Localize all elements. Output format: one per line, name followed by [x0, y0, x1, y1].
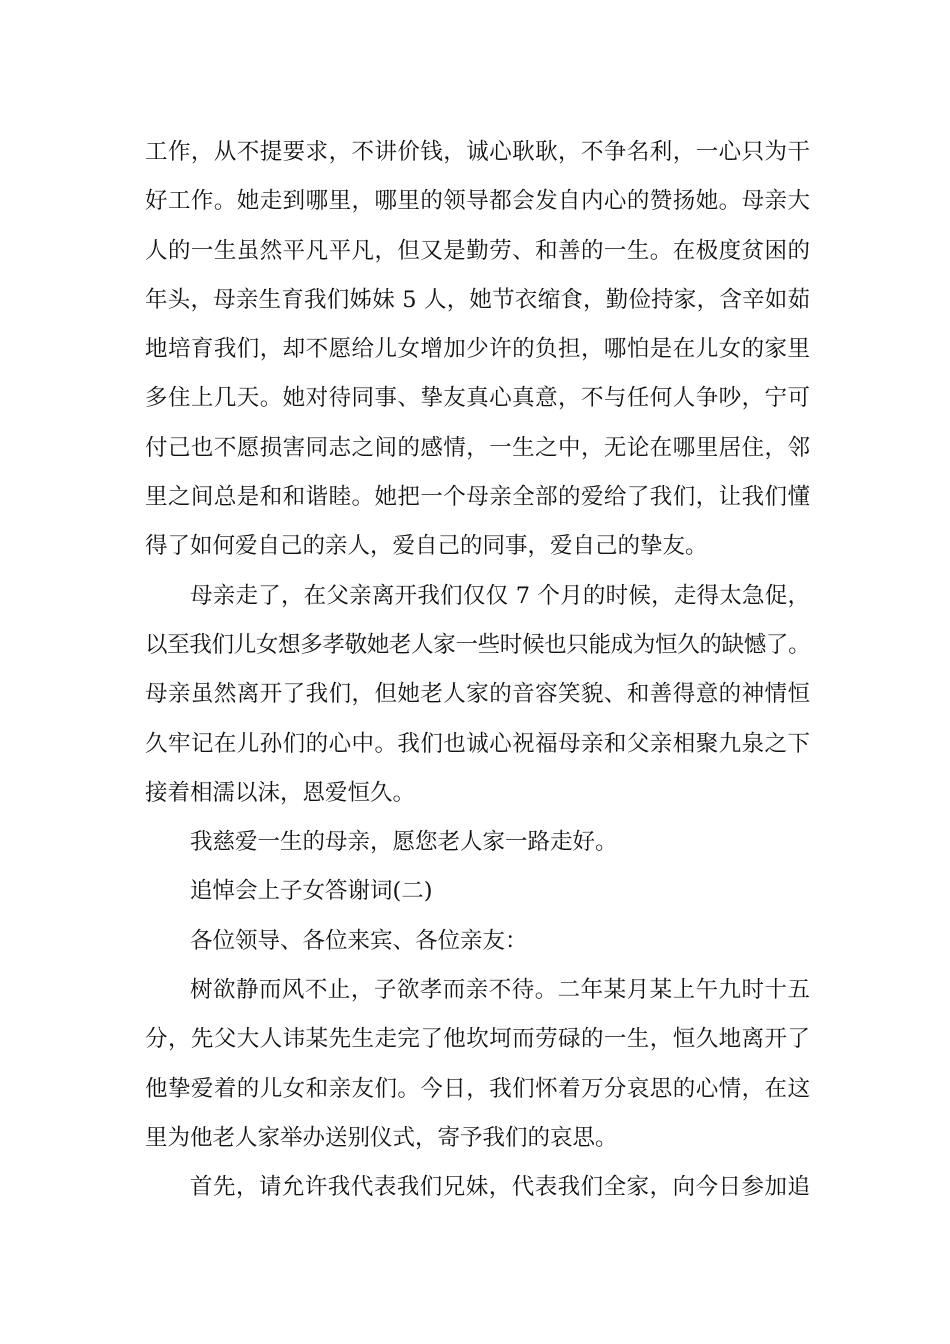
salutation — [145, 917, 810, 966]
paragraph — [145, 128, 810, 572]
text-line: 得了如何爱自己的亲人，爱自己的同事，爱自己的挚友。 — [145, 533, 708, 560]
text-line: 母亲虽然离开了我们，但她老人家的音容笑貌、和善得意的神情恒 — [145, 681, 810, 708]
section-heading — [145, 867, 810, 916]
paragraph — [145, 1163, 810, 1212]
text-line: 年头，母亲生育我们姊妹 5 人，她节衣缩食，勤俭持家，含辛如茹 — [145, 286, 810, 313]
text-line: 他挚爱着的儿女和亲友们。今日，我们怀着万分哀思的心情，在这 — [145, 1075, 810, 1102]
text-line: 里之间总是和和谐睦。她把一个母亲全部的爱给了我们，让我们懂 — [145, 484, 810, 511]
text-line: 人的一生虽然平凡平凡，但又是勤劳、和善的一生。在极度贫困的 — [145, 237, 810, 264]
text-line: 多住上几天。她对待同事、挚友真心真意，不与任何人争吵，宁可 — [145, 385, 810, 412]
text-line: 付己也不愿损害同志之间的感情，一生之中，无论在哪里居住，邻 — [145, 434, 810, 461]
text-line: 树欲静而风不止，子欲孝而亲不待。二年某月某上午九时十五 — [190, 977, 810, 1004]
text-line: 里为他老人家举办送别仪式，寄予我们的哀思。 — [145, 1124, 618, 1151]
paragraph — [145, 572, 810, 818]
text-line: 好工作。她走到哪里，哪里的领导都会发自内心的赞扬她。母亲大 — [145, 188, 810, 215]
text-line: 首先，请允许我代表我们兄妹，代表我们全家，向今日参加追 — [190, 1174, 810, 1201]
text-line: 久牢记在儿孙们的心中。我们也诚心祝福母亲和父亲相聚九泉之下 — [145, 730, 810, 757]
text-line: 分，先父大人讳某先生走完了他坎坷而劳碌的一生，恒久地离开了 — [145, 1026, 810, 1053]
text-line: 工作，从不提要求，不讲价钱，诚心耿耿，不争名利，一心只为干 — [145, 139, 810, 165]
text-line: 地培育我们，却不愿给儿女增加少许的负担，哪怕是在儿女的家里 — [145, 336, 810, 363]
text-line: 追悼会上子女答谢词(二) — [190, 878, 433, 905]
text-line: 各位领导、各位来宾、各位亲友： — [190, 927, 528, 954]
paragraph — [145, 818, 810, 867]
text-line: 母亲走了，在父亲离开我们仅仅 7 个月的时候，走得太急促， — [190, 582, 810, 609]
text-line: 接着相濡以沫，恩爱恒久。 — [145, 779, 416, 806]
text-line: 我慈爱一生的母亲，愿您老人家一路走好。 — [190, 829, 618, 856]
paragraph — [145, 966, 810, 1163]
text-line: 以至我们儿女想多孝敬她老人家一些时候也只能成为恒久的缺憾了。 — [145, 631, 810, 658]
document-body — [145, 128, 810, 1213]
